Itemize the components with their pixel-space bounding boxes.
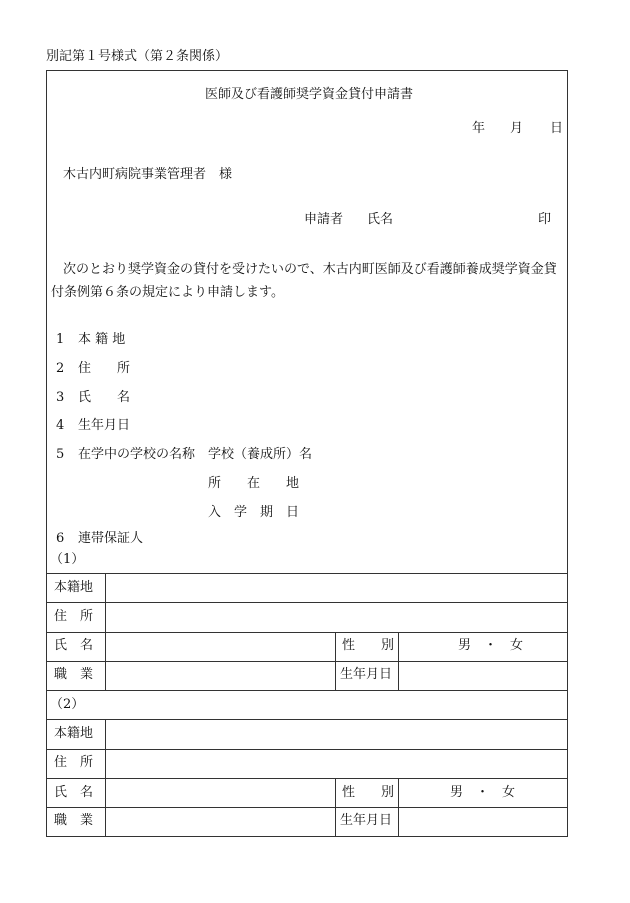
table2-label-divider [105,719,106,836]
body-text-line2: 付条例第６条の規定により申請します。 [51,285,284,300]
table2-rule [46,749,568,750]
date-year: 年 [472,121,486,136]
item-3-label: 氏 名 [78,390,131,405]
table1-label-divider [105,573,106,690]
table2-rule [46,807,568,808]
item-1-label: 本 籍 地 [78,332,126,347]
item-6-number: 6 [56,531,65,546]
g1-sex-value: 男 ・ 女 [458,638,524,653]
g2-honseki-label: 本籍地 [54,726,94,741]
guarantor-1-heading: （1） [50,552,85,567]
item-1-number: 1 [56,332,65,347]
item-6-label: 連帯保証人 [78,531,144,546]
g2-birth-label: 生年月日 [340,813,393,828]
addressee: 木古内町病院事業管理者 様 [63,167,233,182]
table2-col-divider [335,778,336,836]
g1-address-label: 住 所 [54,609,94,624]
applicant-label: 申請者 [304,212,344,227]
table1-top-rule [46,573,568,574]
form-title: 医師及び看護師奨学資金貸付申請書 [205,87,414,102]
g2-sex-value: 男 ・ 女 [450,785,516,800]
applicant-name-label: 氏名 [367,212,394,227]
item-2-label: 住 所 [78,361,131,376]
table1-col-divider [398,632,399,690]
table1-col-divider [335,632,336,690]
body-text-line1: 次のとおり奨学資金の貸付を受けたいので、木古内町医師及び看護師養成奨学資金貸 [63,262,557,277]
g1-name-label: 氏 名 [54,638,94,653]
table2-top-rule [46,719,568,720]
item-4-number: 4 [56,418,65,433]
table1-rule [46,661,568,662]
school-name-label: 学校（養成所）名 [208,447,313,462]
admission-date-label: 入 学 期 日 [208,505,300,520]
item-2-number: 2 [56,361,65,376]
g2-name-label: 氏 名 [54,785,94,800]
item-3-number: 3 [56,390,65,405]
item-5-label: 在学中の学校の名称 [78,447,196,462]
table2-col-divider [398,778,399,836]
g2-sex-label: 性 別 [342,785,395,800]
g1-birth-label: 生年月日 [340,667,393,682]
form-label: 別記第１号様式（第２条関係） [46,49,229,64]
table1-rule [46,632,568,633]
g2-address-label: 住 所 [54,755,94,770]
g1-honseki-label: 本籍地 [54,580,94,595]
date-day: 日 [550,121,564,136]
date-month: 月 [510,121,524,136]
g2-job-label: 職 業 [54,813,94,828]
item-4-label: 生年月日 [78,418,131,433]
item-5-number: 5 [56,447,65,462]
school-location-label: 所 在 地 [208,476,300,491]
seal-mark: 印 [538,212,552,227]
g1-job-label: 職 業 [54,667,94,682]
table1-bottom-rule [46,690,568,691]
table1-rule [46,602,568,603]
g1-sex-label: 性 別 [342,638,395,653]
guarantor-2-heading: （2） [50,697,85,712]
table2-rule [46,778,568,779]
